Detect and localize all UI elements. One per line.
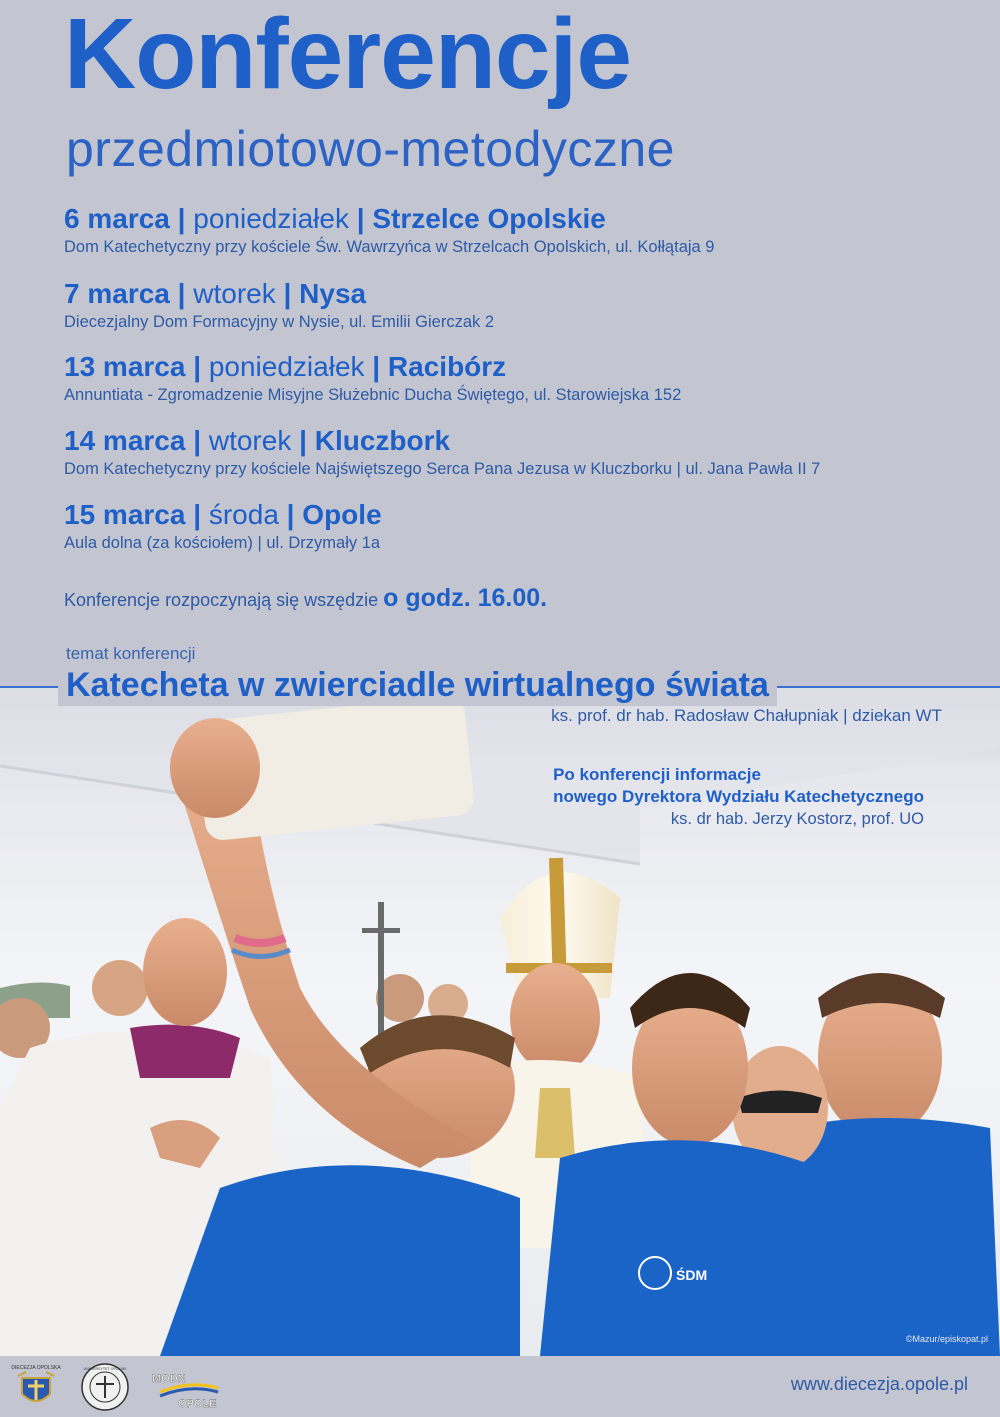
separator: |	[169, 278, 194, 309]
event-heading	[64, 277, 964, 311]
event-nysa	[64, 277, 964, 333]
event-strzelce	[64, 202, 964, 258]
event-heading	[64, 424, 964, 458]
diocese-logo-text: DIECEZJA OPOLSKA	[11, 1365, 61, 1371]
event-weekday: poniedziałek	[208, 351, 365, 382]
separator: |	[364, 351, 388, 382]
footer	[0, 1356, 1000, 1415]
event-address: Diecezjalny Dom Formacyjny w Nysie, ul. Emilii Gierczak 2	[64, 313, 495, 331]
start-time: o godz. 16.00.	[383, 584, 548, 612]
event-city: Strzelce Opolskie	[372, 203, 606, 234]
event-address: Aula dolna (za kościołem) | ul. Drzymały 1a	[64, 534, 381, 552]
event-weekday: wtorek	[208, 425, 292, 456]
separator: |	[278, 499, 303, 530]
event-date: 15 marca	[64, 499, 186, 530]
diocese-crest-icon	[11, 1362, 61, 1412]
website-link[interactable]: www.diecezja.opole.pl	[790, 1374, 968, 1394]
separator: |	[185, 425, 209, 456]
modn-logo-text: MODN	[152, 1373, 186, 1385]
separator: |	[348, 203, 373, 234]
topic-title: Katecheta w zwierciadle wirtualnego świata	[58, 664, 777, 706]
event-city: Nysa	[299, 278, 367, 309]
event-weekday: poniedziałek	[193, 203, 349, 234]
event-address: Annuntiata - Zgromadzenie Misyjne Służebnic Ducha Świętego, ul. Starowiejska 152	[64, 386, 682, 404]
event-weekday: środa	[208, 499, 279, 530]
event-address: Dom Katechetyczny przy kościele Najświętszego Serca Pana Jezusa w Kluczborku | ul. Jana Pawła II 7	[64, 460, 821, 478]
modn-opole-logo	[150, 1362, 230, 1417]
after-conference-note	[553, 764, 924, 830]
separator: |	[291, 425, 315, 456]
event-weekday: wtorek	[193, 278, 276, 309]
separator: |	[185, 351, 209, 382]
event-city: Opole	[302, 499, 382, 530]
after-line-1: Po konferencji informacje	[553, 765, 761, 784]
event-raciborz	[64, 350, 964, 406]
start-text: Konferencje rozpoczynają się wszędzie	[64, 590, 384, 610]
event-date: 7 marca	[64, 278, 170, 309]
after-line-3: ks. dr hab. Jerzy Kostorz, prof. UO	[670, 810, 924, 828]
uniwersytet-opolski-logo	[80, 1362, 130, 1417]
topic-author: ks. prof. dr hab. Radosław Chałupniak | dziekan WT	[551, 706, 942, 725]
event-city: Kluczbork	[314, 425, 451, 456]
university-logo-text: UNIWERSYTET OPOLSKI	[83, 1367, 127, 1371]
event-heading	[64, 350, 964, 384]
shirt-text: ŚDM	[676, 1267, 708, 1283]
modn-logo-icon	[150, 1362, 230, 1412]
separator: |	[169, 203, 194, 234]
event-city: Racibórz	[387, 351, 507, 382]
diecezja-opolska-logo	[11, 1362, 61, 1417]
after-line-2: nowego Dyrektora Wydziału Katechetycznego	[553, 787, 924, 806]
event-date: 6 marca	[64, 203, 170, 234]
page-subtitle: przedmiotowo-metodyczne	[66, 121, 675, 177]
event-kluczbork	[64, 424, 964, 480]
photo-credit: ©Mazur/episkopat.pl	[905, 1334, 988, 1344]
opole-logo-text: OPOLE	[178, 1398, 217, 1410]
university-seal-icon	[80, 1362, 130, 1412]
event-date: 14 marca	[64, 425, 186, 456]
separator: |	[185, 499, 209, 530]
separator: |	[275, 278, 300, 309]
start-time-note	[64, 584, 547, 613]
event-heading	[64, 202, 964, 236]
event-heading	[64, 498, 964, 532]
event-opole	[64, 498, 964, 554]
page-title: Konferencje	[64, 0, 631, 110]
topic-label: temat konferencji	[66, 644, 196, 663]
event-address: Dom Katechetyczny przy kościele Św. Wawrzyńca w Strzelcach Opolskich, ul. Kołłątaja 9	[64, 238, 715, 256]
event-date: 13 marca	[64, 351, 186, 382]
